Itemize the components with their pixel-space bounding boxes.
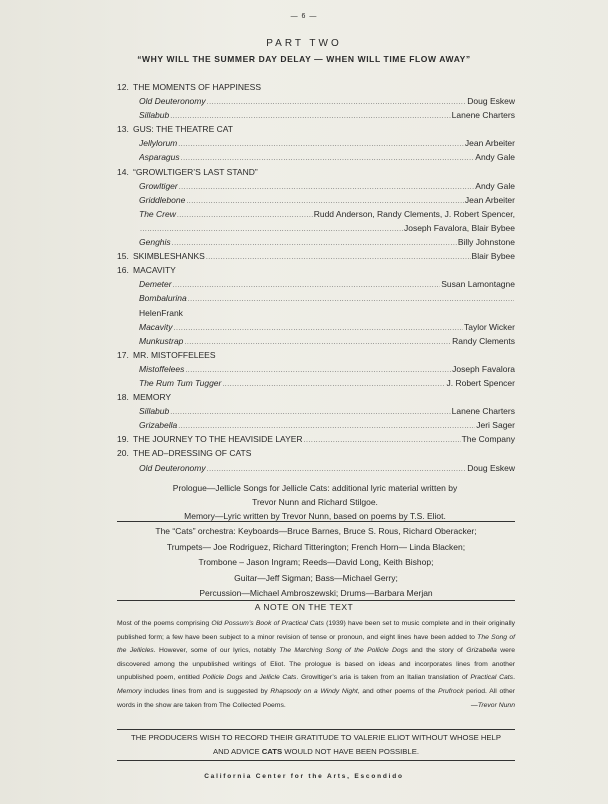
- role-name: Sillabub: [139, 110, 170, 121]
- section-title: “GROWLTIGER’S LAST STAND”: [133, 166, 258, 177]
- actor-name: Jean Arbeiter: [464, 194, 515, 205]
- section-14: [117, 165, 515, 179]
- actor-name: Lanene Charters: [451, 110, 515, 121]
- note-credit: —Trevor Nunn: [470, 701, 515, 709]
- cast-line: [139, 404, 515, 418]
- leader-dots: [184, 334, 451, 348]
- section-13: [117, 122, 515, 136]
- actor-name: Jean Arbeiter: [464, 138, 515, 149]
- orchestra-line: Trumpets— Joe Rodriguez, Richard Titterington; French Horn— Linda Blacken;: [166, 541, 466, 552]
- section-title: MR. MISTOFFELEES: [133, 349, 216, 360]
- role-name: Demeter: [139, 279, 172, 290]
- producers-line: AND ADVICE CATS WOULD NOT HAVE BEEN POSSIBLE.: [213, 747, 419, 756]
- actor-name: Doug Eskew: [467, 96, 515, 107]
- orchestra-line: Trombone – Jason Ingram; Reeds—David Long, Keith Bishop;: [198, 557, 434, 568]
- section-number: 20.: [117, 448, 129, 459]
- role-name: Grizabella: [139, 420, 178, 431]
- leader-dots: [304, 432, 461, 446]
- cast-line: [139, 320, 515, 334]
- cast-line: [139, 376, 515, 390]
- section-title: THE JOURNEY TO THE HEAVISIDE LAYER: [133, 434, 303, 445]
- cast-line: [139, 306, 515, 320]
- section-number: 15.: [117, 251, 129, 262]
- leader-dots: [178, 418, 475, 432]
- leader-dots: [206, 249, 471, 263]
- venue-footer: California Center for the Arts, Escondido: [204, 773, 404, 780]
- leader-dots: [222, 376, 445, 390]
- role-name: Munkustrap: [139, 335, 184, 346]
- cast-line: [139, 277, 515, 291]
- producers-line: THE PRODUCERS WISH TO RECORD THEIR GRATITUDE TO VALERIE ELIOT WITHOUT WHOSE HELP: [131, 733, 501, 742]
- role-name: Growltiger: [139, 180, 178, 191]
- actor-name: Rudd Anderson, Randy Clements, J. Robert Spencer,: [313, 208, 515, 219]
- role-name: Jellylorum: [139, 138, 178, 149]
- section-20: [117, 446, 515, 460]
- role-name: Macavity: [139, 321, 173, 332]
- leader-dots: [170, 108, 450, 122]
- section-number: 19.: [117, 434, 129, 445]
- actor-name: Randy Clements: [452, 335, 515, 346]
- leader-dots: [207, 461, 467, 475]
- cast-line: [139, 179, 515, 193]
- cast-line: [139, 291, 515, 305]
- cast-line: [139, 193, 515, 207]
- producers-acknowledgement: [117, 731, 515, 759]
- section-title: MEMORY: [133, 392, 172, 403]
- actor-name: Jeri Sager: [476, 420, 515, 431]
- leader-dots: [185, 362, 451, 376]
- section-19: [117, 432, 515, 446]
- note-text: Most of the poems comprising Old Possum’s Book of Practical Cats (1939) have been set to music complete and in their originally published form; a few have been subject to a minor revision of tense or pronoun, and eight lines have been added to The Song of the Jellicles. However, some of our lyrics, notably The Marching Song of the Pollicle Dogs and the story of Grizabella were discovered among the unpublished writings of Eliot. The prologue is based on ideas and incorporates lines from another unpublished poem, entitled Pollicle Dogs and Jellicle Cats. Growltiger’s aria is taken from an Italian translation of Practical Cats. Memory includes lines from and is suggested by Rhapsody on a Windy Night, and other poems of the Prufrock period. All other words in the show are taken from The Collected Poems. —Trevor Nunn: [117, 617, 515, 712]
- section-title: THE MOMENTS OF HAPPINESS: [133, 82, 261, 92]
- actor-name: Doug Eskew: [467, 462, 515, 473]
- divider: [117, 760, 515, 761]
- leader-dots: [177, 207, 313, 221]
- role-name: Sillabub: [139, 406, 170, 417]
- leader-dots: [172, 235, 457, 249]
- actor-name: Billy Johnstone: [457, 237, 515, 248]
- actor-name: Andy Gale: [475, 152, 515, 163]
- leader-dots: [170, 404, 450, 418]
- section-number: 17.: [117, 349, 129, 360]
- actor-name: Andy Gale: [475, 180, 515, 191]
- divider: [117, 600, 515, 601]
- leader-dots: [173, 277, 441, 291]
- section-number: 13.: [117, 124, 129, 135]
- section-title: THE AD–DRESSING OF CATS: [133, 448, 252, 459]
- section-number: 12.: [117, 82, 129, 92]
- note-heading: A NOTE ON THE TEXT: [254, 602, 354, 612]
- orchestra-line: The “Cats” orchestra: Keyboards—Bruce Barnes, Bruce S. Rous, Richard Oberacker;: [155, 526, 477, 536]
- actor-name: Susan Lamontagne: [441, 279, 515, 290]
- divider: [117, 729, 515, 730]
- section-title: MACAVITY: [133, 265, 176, 276]
- role-name: The Crew: [139, 208, 176, 219]
- lyric-credits: [150, 482, 480, 523]
- actor-name: Taylor Wicker: [463, 321, 515, 332]
- cast-line: [139, 362, 515, 376]
- credit-line: Prologue—Jellicle Songs for Jellicle Cats: additional lyric material written by: [172, 483, 458, 493]
- section-12: [117, 80, 515, 94]
- cast-line: [139, 94, 515, 108]
- musical-numbers-list: [117, 80, 515, 475]
- leader-dots: [140, 221, 403, 235]
- cast-line: [139, 418, 515, 432]
- role-name: Asparagus: [139, 152, 180, 163]
- section-15: [117, 249, 515, 263]
- part-heading: PART TWO: [266, 38, 342, 49]
- orchestra-credits: [117, 524, 515, 602]
- cast-line-continued: [139, 221, 515, 235]
- leader-dots: [181, 150, 475, 164]
- cast-line: [139, 207, 515, 221]
- actor-name: The Company: [461, 434, 515, 445]
- orchestra-line: Guitar—Jeff Sigman; Bass—Michael Gerry;: [234, 572, 398, 583]
- role-name: The Rum Tum Tugger: [139, 377, 222, 388]
- actor-name: Joseph Favalora, Blair Bybee: [403, 222, 515, 233]
- actor-name: Lanene Charters: [451, 406, 515, 417]
- credit-line: Memory—Lyric written by Trevor Nunn, based on poems by T.S. Eliot.: [184, 510, 446, 521]
- section-18: [117, 390, 515, 404]
- actor-name: HelenFrank: [139, 307, 183, 318]
- leader-dots: [174, 320, 463, 334]
- leader-dots: [188, 291, 514, 305]
- cast-line: [139, 150, 515, 164]
- cast-line: [139, 461, 515, 475]
- actor-name: Blair Bybee: [471, 251, 515, 262]
- leader-dots: [179, 179, 475, 193]
- section-number: 14.: [117, 166, 129, 177]
- role-name: Old Deuteronomy: [139, 462, 206, 473]
- leader-dots: [186, 193, 464, 207]
- section-16: [117, 263, 515, 277]
- role-name: Mistoffelees: [139, 363, 185, 374]
- section-number: 18.: [117, 392, 129, 403]
- section-number: 16.: [117, 265, 129, 276]
- role-name: Griddlebone: [139, 194, 186, 205]
- orchestra-line: Percussion—Michael Ambroszewski; Drums—Barbara Merjan: [199, 588, 433, 599]
- role-name: Bombalurina: [139, 293, 187, 304]
- role-name: Old Deuteronomy: [139, 96, 206, 107]
- leader-dots: [207, 94, 467, 108]
- credit-line: Trevor Nunn and Richard Stilgoe.: [252, 496, 378, 507]
- cast-line: [139, 108, 515, 122]
- actor-name: J. Robert Spencer: [446, 377, 515, 388]
- page-number: — 6 —: [290, 13, 318, 20]
- cast-line: [139, 136, 515, 150]
- role-name: Genghis: [139, 237, 171, 248]
- cast-line: [139, 235, 515, 249]
- section-title: GUS: THE THEATRE CAT: [133, 124, 233, 135]
- leader-dots: [178, 136, 464, 150]
- section-title: SKIMBLESHANKS: [133, 251, 205, 262]
- part-subtitle: “WHY WILL THE SUMMER DAY DELAY — WHEN WILL TIME FLOW AWAY”: [137, 54, 471, 64]
- section-17: [117, 348, 515, 362]
- actor-name: Joseph Favalora: [452, 363, 515, 374]
- divider: [117, 521, 515, 522]
- cast-line: [139, 334, 515, 348]
